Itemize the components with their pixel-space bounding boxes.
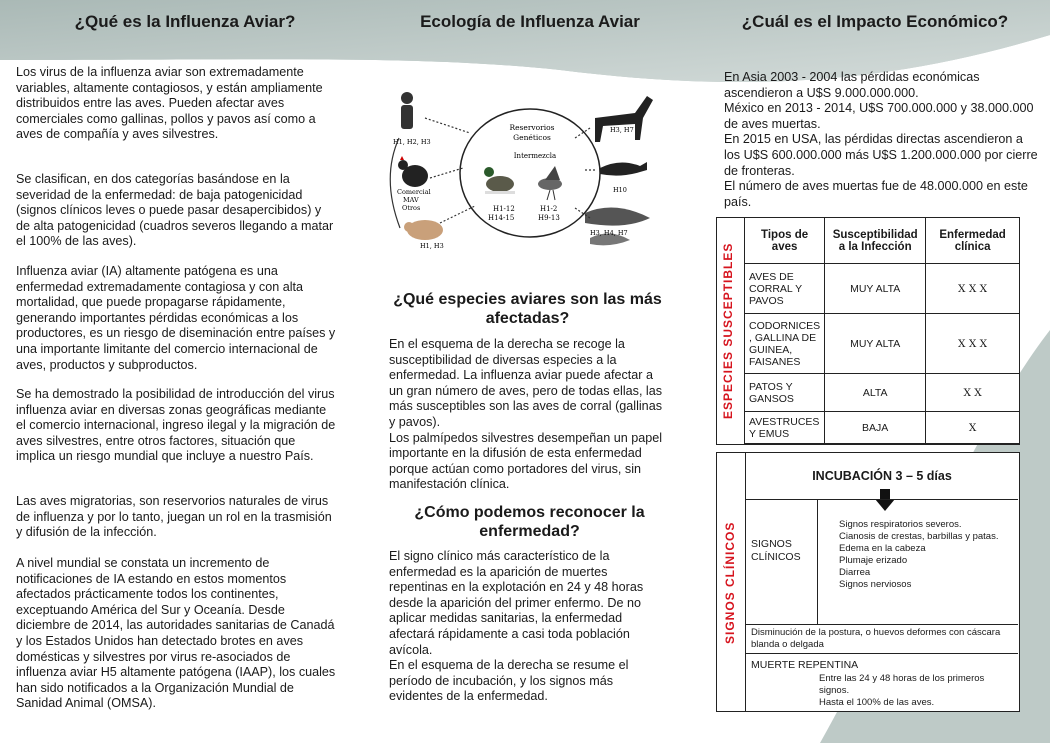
th-tipos: Tipos de aves xyxy=(745,218,825,264)
sign-item: Signos nerviosos xyxy=(839,579,912,590)
diagram-center-title1: Reservorios xyxy=(509,123,555,132)
svg-text:H10: H10 xyxy=(613,186,627,194)
svg-text:H1-12: H1-12 xyxy=(493,205,515,213)
signos-label: SIGNOS CLÍNICOS xyxy=(751,538,801,563)
col2-title: Ecología de Influenza Aviar xyxy=(420,12,640,31)
susceptibility-side-label: ESPECIES SUSCEPTIBLES xyxy=(721,242,735,420)
svg-text:H3, H7: H3, H7 xyxy=(610,126,634,134)
col1-paragraph-3: Influenza aviar (IA) altamente patógena es una enfermedad extremadamente contagiosa y con alta mortalidad, que puede propagarse rápidamente, generando importantes pérdidas económicas a los productores, es un riesgo de diseminación entre países y una importante limitante del comercio internacional de aves, productos y subproductos. xyxy=(16,264,336,372)
recognize-paragraph: El signo clínico más característico de la enfermedad es la aparición de muertes repentinas en la explotación en 24 y 48 horas desde la aparición del primer enfermo. De no aplicar medidas sanitarias, la enfermedad afectará rápidamente a casi toda población avícola. En el esquema de la derecha se resume el período de incubación, y los signos más evidentes de la enfermedad. xyxy=(389,549,644,704)
svg-text:H14-15: H14-15 xyxy=(488,214,515,222)
species-heading: ¿Qué especies aviares son las más afectadas? xyxy=(393,291,662,327)
table-row: PATOS Y GANSOS ALTA X X xyxy=(745,374,1020,412)
svg-text:Comercial: Comercial xyxy=(397,188,431,196)
sudden-death-detail-2: Hasta el 100% de las aves. xyxy=(819,697,935,708)
signs-side-label: SIGNOS CLÍNICOS xyxy=(723,521,737,645)
col1-paragraph-5: Las aves migratorias, son reservorios naturales de virus de influenza y por lo tanto, juegan un rol en la trasmisión y difusión de la infección. xyxy=(16,494,332,540)
table-row: AVES DE CORRAL Y PAVOS MUY ALTA X X X xyxy=(745,264,1020,314)
sign-item: Edema en la cabeza xyxy=(839,543,926,554)
col1-paragraph-2: Se clasifican, en dos categorías basándose en la severidad de la enfermedad: de baja patogenicidad (signos clínicos leves o puede pasar desapercibidos) y de alta patogenicidad (cuadros severos llegando a matar el 100% de las aves). xyxy=(16,172,334,249)
chicken-icon xyxy=(398,156,428,187)
human-icon xyxy=(401,92,413,129)
th-susceptibilidad: Susceptibilidad a la Infección xyxy=(825,218,926,264)
svg-text:Otros: Otros xyxy=(402,204,421,212)
signs-list-divider xyxy=(817,499,818,624)
col1-paragraph-6: A nivel mundial se constata un incremento de notificaciones de IA estando en estos momentos afectados prácticamente todos los continentes, exceptuando América del Sur y Oceanía. Desde diciembre de 2014, las autoridades sanitarias de Canadá y los Estados Unidos han detectado brotes en aves domésticas y silvestres por virus re-asociados de influenza aviar H5 altamente patógena (IAAP), los cuales han sido notificados a la Organización Mundial de Sanidad Animal (OMSA). xyxy=(16,556,336,711)
horse-icon xyxy=(595,96,653,142)
svg-text:H9-13: H9-13 xyxy=(538,214,560,222)
svg-text:MAV: MAV xyxy=(403,196,419,204)
table-row: CODORNICES , GALLINA DE GUINEA, FAISANES MUY ALTA X X X xyxy=(745,314,1020,374)
ferret-icon xyxy=(600,162,647,176)
impact-paragraph: En Asia 2003 - 2004 las pérdidas económicas ascendieron a U$S 9.000.000.000. México en 2013 - 2014, U$S 700.000.000 y 38.000.000 de aves muertas. En 2015 en USA, las pérdidas directas ascendieron a los U$S 600.000.000 más U$S 1.200.000.000 por cierre de fronteras. El número de aves muertas fue de 48.000.000 en este país. xyxy=(724,70,1038,209)
col1-paragraph-4: Se ha demostrado la posibilidad de introducción del virus influenza aviar en diversas zonas geográficas mediante el comercio internacional, ingreso ilegal y la migración de aves silvestres, entre otros factores, situación que implica un riesgo mundial que incluye a nuestro País. xyxy=(16,387,336,464)
sign-item: Signos respiratorios severos. xyxy=(839,519,962,530)
susceptibility-table xyxy=(716,217,1020,445)
incubation-label: INCUBACIÓN 3 – 5 días xyxy=(812,469,952,483)
sign-item: Plumaje erizado xyxy=(839,555,908,566)
svg-text:H1, H2, H3: H1, H2, H3 xyxy=(393,138,431,146)
signs-list xyxy=(839,519,1011,591)
seal-icon xyxy=(585,208,650,246)
ecology-diagram xyxy=(385,88,665,258)
posture-row xyxy=(745,624,1018,654)
th-enfermedad: Enfermedad clínica xyxy=(926,218,1020,264)
sudden-death-detail-1: Entre las 24 y 48 horas de los primeros signos. xyxy=(819,673,985,696)
diagram-center-sub: Intermezcla xyxy=(513,152,557,160)
clinical-signs-box xyxy=(716,452,1020,712)
pig-icon xyxy=(404,220,443,240)
svg-text:H3, H4, H7: H3, H4, H7 xyxy=(590,229,628,237)
svg-text:H1, H3: H1, H3 xyxy=(420,242,444,250)
col3-title: ¿Cuál es el Impacto Económico? xyxy=(741,12,1009,31)
svg-text:H1-2: H1-2 xyxy=(540,205,558,213)
col1-title: ¿Qué es la Influenza Aviar? xyxy=(74,12,296,31)
table-row: AVESTRUCES Y EMUS BAJA X xyxy=(745,412,1020,444)
species-paragraph: En el esquema de la derecha se recoge la susceptibilidad de diversas especies a la enfermedad. La influenza aviar puede afectar a un gran número de aves, pero de todas ellas, las más susceptibles son las aves de corral (gallinas y pavos). Los palmípedos silvestres desempeñan un papel importante en la difusión de esta enfermedad porque actúan como portadores del virus, sin manifestación clínica. xyxy=(389,337,663,492)
diagram-center-title2: Genéticos xyxy=(513,133,551,142)
posture-text: Disminución de la postura, o huevos deformes con cáscara blanda o delgada xyxy=(751,627,1001,650)
sign-item: Diarrea xyxy=(839,567,871,578)
sudden-death-label: MUERTE REPENTINA xyxy=(751,659,859,671)
col1-paragraph-1: Los virus de la influenza aviar son extremadamente variables, altamente contagiosos, y están ampliamente distribuidos entre las aves. Pueden afectar aves comerciales como gallinas, pollos y pavos así como a aves de compañía y aves silvestres. xyxy=(16,65,323,142)
sign-item: Cianosis de crestas, barbillas y patas. xyxy=(839,531,999,542)
recognize-heading: ¿Cómo podemos reconocer la enfermedad? xyxy=(414,504,645,540)
